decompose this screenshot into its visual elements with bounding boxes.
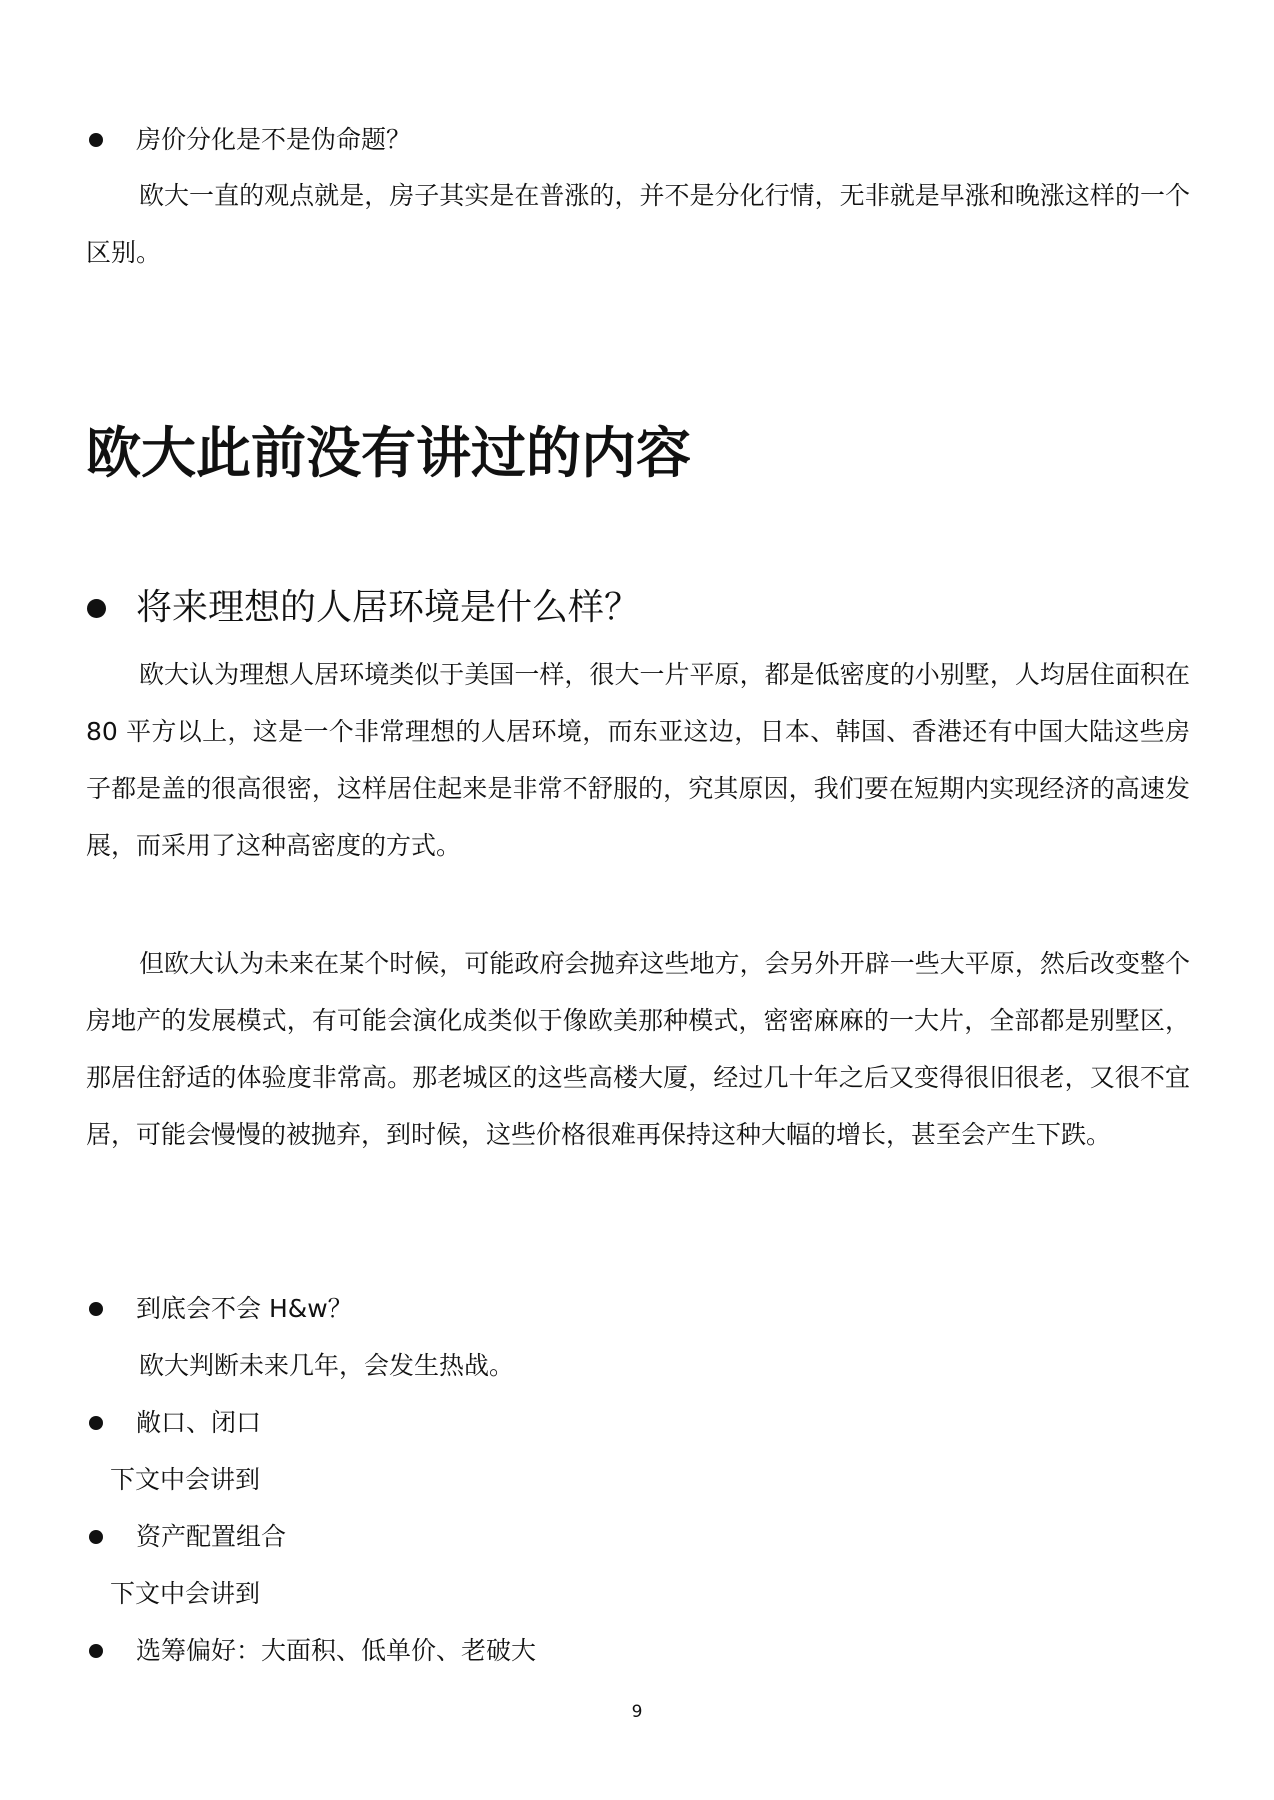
- bullet-text: 房价分化是不是伪命题？: [136, 125, 412, 154]
- paragraph-ideal-living: 欧大认为理想人居环境类似于美国一样，很大一片平原，都是低密度的小别墅，人均居住面积在 80 平方以上，这是一个非常理想的人居环境，而东亚这边，日本、韩国、香港还有中国大陆这些房子都是盖的很高很密，这样居住起来是非常不舒服的，究其原因，我们要在短期内实现经济的高速发展，而采用了这种高密度的方式。: [86, 660, 1190, 860]
- bullet-text: 资产配置组合: [136, 1522, 287, 1551]
- paragraph-future-model: 但欧大认为未来在某个时候，可能政府会抛弃这些地方，会另外开辟一些大平原，然后改变整个房地产的发展模式，有可能会演化成类似于像欧美那种模式，密密麻麻的一大片，全部都是别墅区，那居住舒适的体验度非常高。那老城区的这些高楼大厦，经过几十年之后又变得很旧很老，又很不宜居，可能会慢慢的被抛弃，到时候，这些价格很难再保持这种大幅的增长，甚至会产生下跌。: [86, 949, 1190, 1149]
- page-number: 9: [631, 1702, 643, 1722]
- bullet-text: 选筹偏好：大面积、低单价、老破大: [136, 1636, 537, 1665]
- bullet-dot-icon: [89, 1530, 103, 1544]
- section-title: 欧大此前没有讲过的内容: [86, 421, 692, 485]
- bullet-text: 敞口、闭口: [136, 1408, 262, 1437]
- bullet-dot-icon: [89, 1302, 103, 1316]
- bullet-note: 下文中会讲到: [110, 1579, 261, 1608]
- bullet-dot-icon: [89, 1644, 103, 1658]
- bullet-note: 下文中会讲到: [110, 1465, 261, 1494]
- bullet-dot-icon: [87, 599, 106, 618]
- bullet-dot-icon: [89, 133, 103, 147]
- bullet-dot-icon: [89, 1416, 103, 1430]
- paragraph-price-divergence: 欧大一直的观点就是，房子其实是在普涨的，并不是分化行情，无非就是早涨和晚涨这样的一个区别。: [86, 181, 1190, 267]
- subheading-text: 将来理想的人居环境是什么样？: [136, 587, 641, 628]
- bullet-text: 到底会不会 H&w？: [136, 1294, 353, 1323]
- bullet-note: 欧大判断未来几年，会发生热战。: [139, 1351, 515, 1380]
